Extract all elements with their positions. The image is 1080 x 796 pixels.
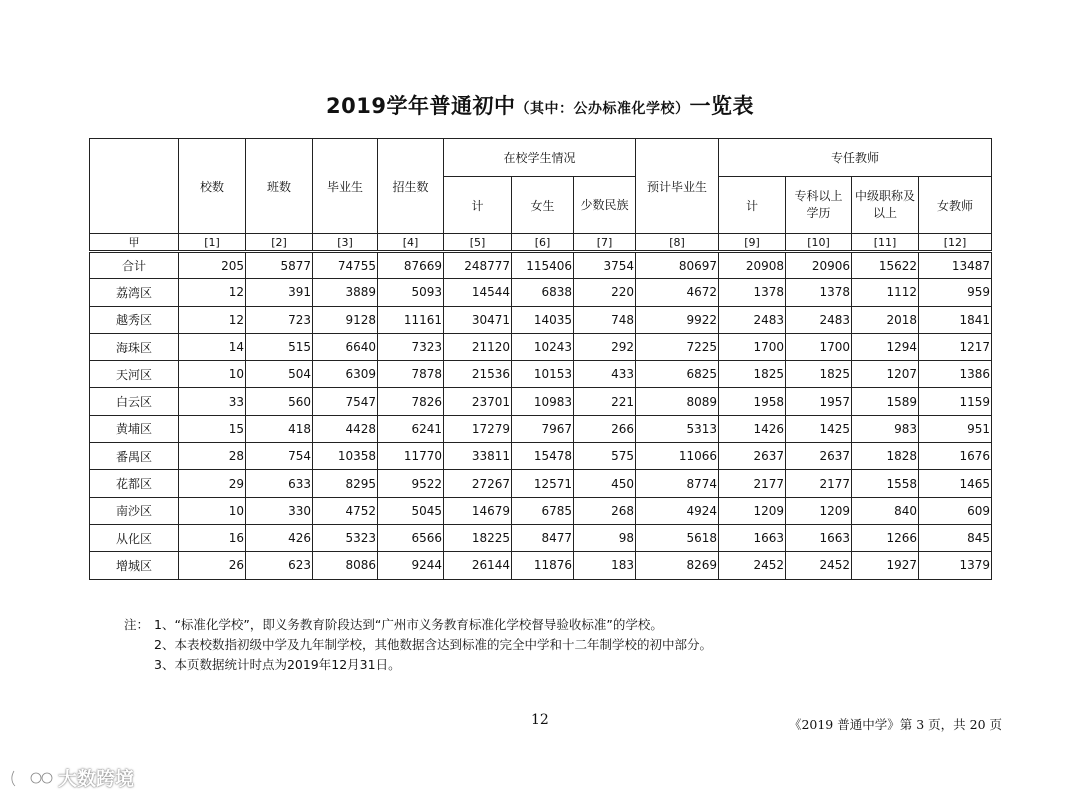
table-cell: 10243 bbox=[512, 333, 574, 360]
table-cell: 8089 bbox=[636, 388, 719, 415]
table-cell: 1663 bbox=[719, 524, 786, 551]
table-cell: 504 bbox=[246, 361, 313, 388]
table-cell: 12571 bbox=[512, 470, 574, 497]
table-cell: 1927 bbox=[852, 552, 919, 579]
table-cell: 23701 bbox=[444, 388, 512, 415]
table-cell: 9244 bbox=[378, 552, 444, 579]
table-cell: 16 bbox=[179, 524, 246, 551]
table-cell: 1209 bbox=[786, 497, 852, 524]
table-cell: 1465 bbox=[919, 470, 992, 497]
page-footer: 《2019 普通中学》第 3 页，共 20 页 bbox=[788, 717, 1002, 732]
table-cell: 12 bbox=[179, 279, 246, 306]
table-cell: 21536 bbox=[444, 361, 512, 388]
table-cell: 7878 bbox=[378, 361, 444, 388]
table-cell: 2452 bbox=[786, 552, 852, 579]
table-cell: 1294 bbox=[852, 333, 919, 360]
table-cell: 10 bbox=[179, 497, 246, 524]
note-row-2 bbox=[124, 635, 712, 655]
header-students-total: 计 bbox=[444, 177, 512, 234]
header-schools: 校数 bbox=[179, 139, 246, 234]
table-cell: 2452 bbox=[719, 552, 786, 579]
column-index-cell: [4] bbox=[378, 234, 444, 252]
header-expected-grad: 预计毕业生 bbox=[636, 139, 719, 234]
table-cell: 3889 bbox=[313, 279, 378, 306]
column-index-cell: 甲 bbox=[90, 234, 179, 252]
table-cell: 14 bbox=[179, 333, 246, 360]
header-female: 女生 bbox=[512, 177, 574, 234]
table-body bbox=[90, 252, 992, 580]
district-name: 增城区 bbox=[90, 552, 179, 579]
note-item-3: 3、本页数据统计时点为2019年12月31日。 bbox=[154, 657, 401, 672]
table-row bbox=[90, 279, 992, 306]
header-college-above: 专科以上学历 bbox=[786, 177, 852, 234]
table-cell: 1589 bbox=[852, 388, 919, 415]
table-cell: 623 bbox=[246, 552, 313, 579]
table-cell: 1663 bbox=[786, 524, 852, 551]
note-item-2: 2、本表校数指初级中学及九年制学校，其他数据含达到标准的完全中学和十二年制学校的初中部分。 bbox=[154, 637, 712, 652]
table-cell: 754 bbox=[246, 443, 313, 470]
table-cell: 8269 bbox=[636, 552, 719, 579]
table-cell: 5618 bbox=[636, 524, 719, 551]
table-cell: 1558 bbox=[852, 470, 919, 497]
table-row bbox=[90, 524, 992, 551]
table-cell: 1379 bbox=[919, 552, 992, 579]
note-label: 注： bbox=[124, 617, 150, 632]
header-enrollment: 招生数 bbox=[378, 139, 444, 234]
header-classes: 班数 bbox=[246, 139, 313, 234]
table-cell: 205 bbox=[179, 252, 246, 279]
table-cell: 7225 bbox=[636, 333, 719, 360]
table-cell: 391 bbox=[246, 279, 313, 306]
table-cell: 18225 bbox=[444, 524, 512, 551]
column-index-cell: [2] bbox=[246, 234, 313, 252]
table-cell: 633 bbox=[246, 470, 313, 497]
table-cell: 87669 bbox=[378, 252, 444, 279]
column-index-cell: [3] bbox=[313, 234, 378, 252]
table-cell: 8295 bbox=[313, 470, 378, 497]
district-name: 海珠区 bbox=[90, 333, 179, 360]
table-cell: 723 bbox=[246, 306, 313, 333]
table-cell: 4752 bbox=[313, 497, 378, 524]
table-cell: 840 bbox=[852, 497, 919, 524]
table-cell: 221 bbox=[574, 388, 636, 415]
table-cell: 7967 bbox=[512, 415, 574, 442]
table-cell: 8477 bbox=[512, 524, 574, 551]
table-row bbox=[90, 443, 992, 470]
table-cell: 6241 bbox=[378, 415, 444, 442]
table-cell: 17279 bbox=[444, 415, 512, 442]
table-cell: 14544 bbox=[444, 279, 512, 306]
table-cell: 1957 bbox=[786, 388, 852, 415]
table-cell: 450 bbox=[574, 470, 636, 497]
table-row bbox=[90, 306, 992, 333]
watermark bbox=[10, 764, 134, 791]
table-cell: 6785 bbox=[512, 497, 574, 524]
table-cell: 7826 bbox=[378, 388, 444, 415]
table-cell: 1676 bbox=[919, 443, 992, 470]
table-cell: 1378 bbox=[719, 279, 786, 306]
table-cell: 15478 bbox=[512, 443, 574, 470]
note-row-1 bbox=[124, 615, 712, 635]
table-cell: 15622 bbox=[852, 252, 919, 279]
table-cell: 2483 bbox=[786, 306, 852, 333]
table-cell: 10 bbox=[179, 361, 246, 388]
table-cell: 1958 bbox=[719, 388, 786, 415]
table-cell: 5323 bbox=[313, 524, 378, 551]
table-cell: 11770 bbox=[378, 443, 444, 470]
district-name: 南沙区 bbox=[90, 497, 179, 524]
watermark-logo-icon bbox=[10, 767, 54, 789]
table-row bbox=[90, 470, 992, 497]
watermark-text: 大数跨境 bbox=[58, 768, 135, 790]
table-cell: 1386 bbox=[919, 361, 992, 388]
table-cell: 28 bbox=[179, 443, 246, 470]
table-cell: 10358 bbox=[313, 443, 378, 470]
table-cell: 29 bbox=[179, 470, 246, 497]
table-cell: 1207 bbox=[852, 361, 919, 388]
table-cell: 433 bbox=[574, 361, 636, 388]
table-cell: 2177 bbox=[719, 470, 786, 497]
table-cell: 560 bbox=[246, 388, 313, 415]
table-cell: 6566 bbox=[378, 524, 444, 551]
table-cell: 748 bbox=[574, 306, 636, 333]
table-row bbox=[90, 333, 992, 360]
table-cell: 11161 bbox=[378, 306, 444, 333]
table-cell: 266 bbox=[574, 415, 636, 442]
column-index-cell: [12] bbox=[919, 234, 992, 252]
note-row-3 bbox=[124, 655, 712, 675]
table-row bbox=[90, 388, 992, 415]
column-index-cell: [11] bbox=[852, 234, 919, 252]
table-row bbox=[90, 552, 992, 579]
column-index-row bbox=[90, 234, 992, 252]
table-cell: 959 bbox=[919, 279, 992, 306]
table-cell: 30471 bbox=[444, 306, 512, 333]
table-cell: 2637 bbox=[719, 443, 786, 470]
table-cell: 1700 bbox=[719, 333, 786, 360]
table-cell: 11066 bbox=[636, 443, 719, 470]
table-row bbox=[90, 497, 992, 524]
column-index-cell: [10] bbox=[786, 234, 852, 252]
table-cell: 8086 bbox=[313, 552, 378, 579]
header-minority: 少数民族 bbox=[574, 177, 636, 234]
table-cell: 6640 bbox=[313, 333, 378, 360]
table-cell: 9922 bbox=[636, 306, 719, 333]
table-cell: 292 bbox=[574, 333, 636, 360]
table-cell: 1426 bbox=[719, 415, 786, 442]
table-cell: 609 bbox=[919, 497, 992, 524]
table-cell: 26144 bbox=[444, 552, 512, 579]
table-cell: 20908 bbox=[719, 252, 786, 279]
table-cell: 426 bbox=[246, 524, 313, 551]
column-index-cell: [9] bbox=[719, 234, 786, 252]
table-cell: 2018 bbox=[852, 306, 919, 333]
table-cell: 575 bbox=[574, 443, 636, 470]
header-mid-title: 中级职称及以上 bbox=[852, 177, 919, 234]
table-cell: 14035 bbox=[512, 306, 574, 333]
column-index-cell: [1] bbox=[179, 234, 246, 252]
table-cell: 33811 bbox=[444, 443, 512, 470]
district-name: 天河区 bbox=[90, 361, 179, 388]
table-cell: 1841 bbox=[919, 306, 992, 333]
table-cell: 2483 bbox=[719, 306, 786, 333]
table-cell: 7547 bbox=[313, 388, 378, 415]
table-cell: 418 bbox=[246, 415, 313, 442]
table-cell: 4672 bbox=[636, 279, 719, 306]
table-cell: 10153 bbox=[512, 361, 574, 388]
district-name: 花都区 bbox=[90, 470, 179, 497]
table-cell: 7323 bbox=[378, 333, 444, 360]
table-cell: 1209 bbox=[719, 497, 786, 524]
district-name: 白云区 bbox=[90, 388, 179, 415]
table-cell: 98 bbox=[574, 524, 636, 551]
note-item-1: 1、“标准化学校”，即义务教育阶段达到“广州市义务教育标准化学校督导验收标准”的学校。 bbox=[154, 617, 663, 632]
table-cell: 845 bbox=[919, 524, 992, 551]
table-cell: 26 bbox=[179, 552, 246, 579]
table-cell: 14679 bbox=[444, 497, 512, 524]
page-title bbox=[0, 90, 1080, 120]
table-cell: 5313 bbox=[636, 415, 719, 442]
table-cell: 1378 bbox=[786, 279, 852, 306]
table-row bbox=[90, 415, 992, 442]
table-cell: 1700 bbox=[786, 333, 852, 360]
table-cell: 21120 bbox=[444, 333, 512, 360]
table-cell: 11876 bbox=[512, 552, 574, 579]
table-cell: 248777 bbox=[444, 252, 512, 279]
table-cell: 9522 bbox=[378, 470, 444, 497]
column-index-cell: [6] bbox=[512, 234, 574, 252]
header-female-teachers: 女教师 bbox=[919, 177, 992, 234]
table-cell: 5045 bbox=[378, 497, 444, 524]
table-cell: 15 bbox=[179, 415, 246, 442]
title-suffix: 一览表 bbox=[689, 94, 754, 118]
table-cell: 183 bbox=[574, 552, 636, 579]
district-name: 荔湾区 bbox=[90, 279, 179, 306]
column-index-cell: [8] bbox=[636, 234, 719, 252]
table-cell: 220 bbox=[574, 279, 636, 306]
table-cell: 3754 bbox=[574, 252, 636, 279]
table-cell: 4924 bbox=[636, 497, 719, 524]
table-cell: 9128 bbox=[313, 306, 378, 333]
table-row bbox=[90, 252, 992, 279]
table-cell: 1828 bbox=[852, 443, 919, 470]
table-cell: 27267 bbox=[444, 470, 512, 497]
table-cell: 268 bbox=[574, 497, 636, 524]
table-cell: 6309 bbox=[313, 361, 378, 388]
title-sub: （其中：公办标准化学校） bbox=[515, 101, 690, 117]
table-cell: 74755 bbox=[313, 252, 378, 279]
table-cell: 33 bbox=[179, 388, 246, 415]
table-cell: 12 bbox=[179, 306, 246, 333]
table-cell: 115406 bbox=[512, 252, 574, 279]
table-cell: 5877 bbox=[246, 252, 313, 279]
table-cell: 983 bbox=[852, 415, 919, 442]
header-teachers-total: 计 bbox=[719, 177, 786, 234]
table-cell: 1266 bbox=[852, 524, 919, 551]
table-cell: 6838 bbox=[512, 279, 574, 306]
table-cell: 2177 bbox=[786, 470, 852, 497]
header-teachers-group: 专任教师 bbox=[719, 139, 992, 177]
table-row bbox=[90, 361, 992, 388]
table-cell: 1159 bbox=[919, 388, 992, 415]
district-name: 合计 bbox=[90, 252, 179, 279]
table-cell: 515 bbox=[246, 333, 313, 360]
table-cell: 2637 bbox=[786, 443, 852, 470]
table-cell: 1425 bbox=[786, 415, 852, 442]
table-cell: 10983 bbox=[512, 388, 574, 415]
table-cell: 8774 bbox=[636, 470, 719, 497]
header-blank bbox=[90, 139, 179, 234]
table-cell: 330 bbox=[246, 497, 313, 524]
table-cell: 80697 bbox=[636, 252, 719, 279]
district-name: 越秀区 bbox=[90, 306, 179, 333]
header-students-group: 在校学生情况 bbox=[444, 139, 636, 177]
table-cell: 951 bbox=[919, 415, 992, 442]
page-number: 12 bbox=[531, 712, 549, 728]
header-graduates: 毕业生 bbox=[313, 139, 378, 234]
table-cell: 5093 bbox=[378, 279, 444, 306]
table-cell: 4428 bbox=[313, 415, 378, 442]
column-index-cell: [5] bbox=[444, 234, 512, 252]
table-cell: 1217 bbox=[919, 333, 992, 360]
district-name: 从化区 bbox=[90, 524, 179, 551]
district-name: 黄埔区 bbox=[90, 415, 179, 442]
table-cell: 13487 bbox=[919, 252, 992, 279]
table-cell: 1825 bbox=[719, 361, 786, 388]
column-index-cell: [7] bbox=[574, 234, 636, 252]
title-main: 2019学年普通初中 bbox=[326, 94, 516, 118]
statistics-table bbox=[89, 138, 992, 580]
notes bbox=[124, 615, 712, 675]
district-name: 番禺区 bbox=[90, 443, 179, 470]
table-cell: 1825 bbox=[786, 361, 852, 388]
table-cell: 6825 bbox=[636, 361, 719, 388]
table-cell: 1112 bbox=[852, 279, 919, 306]
table-cell: 20906 bbox=[786, 252, 852, 279]
